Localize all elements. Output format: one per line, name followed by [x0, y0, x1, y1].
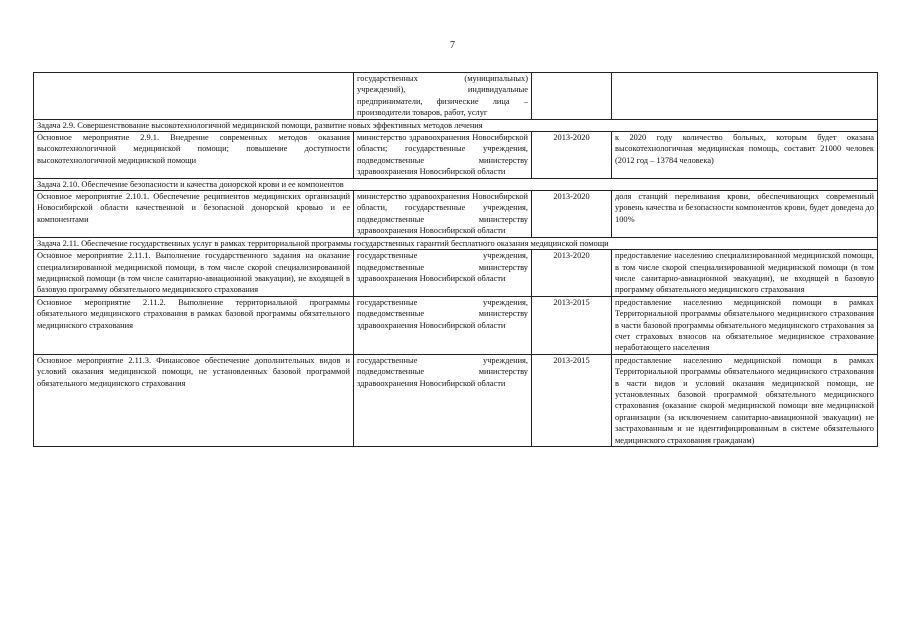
continuation-measure-cell [34, 73, 354, 120]
page-number: 7 [450, 40, 455, 51]
period-cell: 2013-2020 [532, 191, 612, 238]
table-row [34, 132, 878, 179]
measure-cell: Основное мероприятие 2.11.2. Выполнение территориальной программы обязательного медицинского страхования в рамках базовой программы обязательного медицинского страхования [34, 296, 354, 354]
task-row [34, 237, 878, 249]
table-row [34, 250, 878, 297]
executor-cell: министерство здравоохранения Новосибирской области, государственные учреждения, подведомственные министерству здравоохранения Новосибирской области [354, 191, 532, 238]
task-heading: Задача 2.9. Совершенствование высокотехнологичной медицинской помощи, развитие новых эффективных методов лечения [34, 119, 878, 131]
task-heading: Задача 2.10. Обеспечение безопасности и качества донорской крови и ее компонентов [34, 178, 878, 190]
period-cell: 2013-2020 [532, 250, 612, 297]
period-cell: 2013-2015 [532, 354, 612, 446]
period-cell: 2013-2015 [532, 296, 612, 354]
table-row [34, 354, 878, 446]
continuation-executor-cell: государственных (муниципальных) учреждений), индивидуальные предприниматели, физические лица – производители товаров, работ, услуг [354, 73, 532, 120]
measure-cell: Основное мероприятие 2.10.1. Обеспечение реципиентов медицинских организаций Новосибирской области качественной и безопасной донорской кровью и ее компонентами [34, 191, 354, 238]
period-cell: 2013-2020 [532, 132, 612, 179]
executor-cell: государственные учреждения, подведомственные министерству здравоохранения Новосибирской области [354, 250, 532, 297]
table-row [34, 296, 878, 354]
result-cell: предоставление населению специализированной медицинской помощи, в том числе скорой специализированной медицинской помощи (в том числе санитарно-авиационной эвакуации), не входящей в базовую программу обязательного медицинского страхования [612, 250, 878, 297]
result-cell: доля станций переливания крови, обеспечивающих современный уровень качества и безопасности компонентов крови, будет доведена до 100% [612, 191, 878, 238]
task-heading: Задача 2.11. Обеспечение государственных услуг в рамках территориальной программы государственных гарантий бесплатного оказания медицинской помощи [34, 237, 878, 249]
result-cell: к 2020 году количество больных, которым будет оказана высокотехнологичная медицинская помощь, составит 21000 человек (2012 год – 13784 человека) [612, 132, 878, 179]
continuation-period-cell [532, 73, 612, 120]
table-row [34, 191, 878, 238]
executor-cell: государственные учреждения, подведомственные министерству здравоохранения Новосибирской области [354, 354, 532, 446]
measure-cell: Основное мероприятие 2.9.1. Внедрение современных методов оказания высокотехнологичной медицинской помощи; повышение доступности высокотехнологичной медицинской помощи [34, 132, 354, 179]
executor-cell: министерство здравоохранения Новосибирской области; государственные учреждения, подведомственные министерству здравоохранения Новосибирской области [354, 132, 532, 179]
program-measures-table [33, 72, 878, 447]
continuation-row [34, 73, 878, 120]
task-row [34, 119, 878, 131]
continuation-result-cell [612, 73, 878, 120]
task-row [34, 178, 878, 190]
measure-cell: Основное мероприятие 2.11.1. Выполнение государственного задания на оказание специализированной медицинской помощи, в том числе скорой специализированной медицинской помощи (в том числе санитарно-авиационной эвакуации), не входящей в базовую программу обязательного медицинского страхования [34, 250, 354, 297]
measure-cell: Основное мероприятие 2.11.3. Финансовое обеспечение дополнительных видов и условий оказания медицинской помощи, не установленных базовой программой обязательного медицинского страхования [34, 354, 354, 446]
result-cell: предоставление населению медицинской помощи в рамках Территориальной программы обязательного медицинского страхования в части видов и условий оказания медицинской помощи, не установленных базовой программой обязательного медицинского страхования (оказание скорой медицинской помощи вне медицинской организации (за исключением санитарно-авиационной эвакуации) не застрахованным и не идентифицированным в системе обязательного медицинского страхования гражданам) [612, 354, 878, 446]
executor-cell: государственные учреждения, подведомственные министерству здравоохранения Новосибирской области [354, 296, 532, 354]
result-cell: предоставление населению медицинской помощи в рамках Территориальной программы обязательного медицинского страхования в части базовой программы обязательного медицинского страхования за счет страховых взносов на обязательное медицинское страхование неработающего населения [612, 296, 878, 354]
